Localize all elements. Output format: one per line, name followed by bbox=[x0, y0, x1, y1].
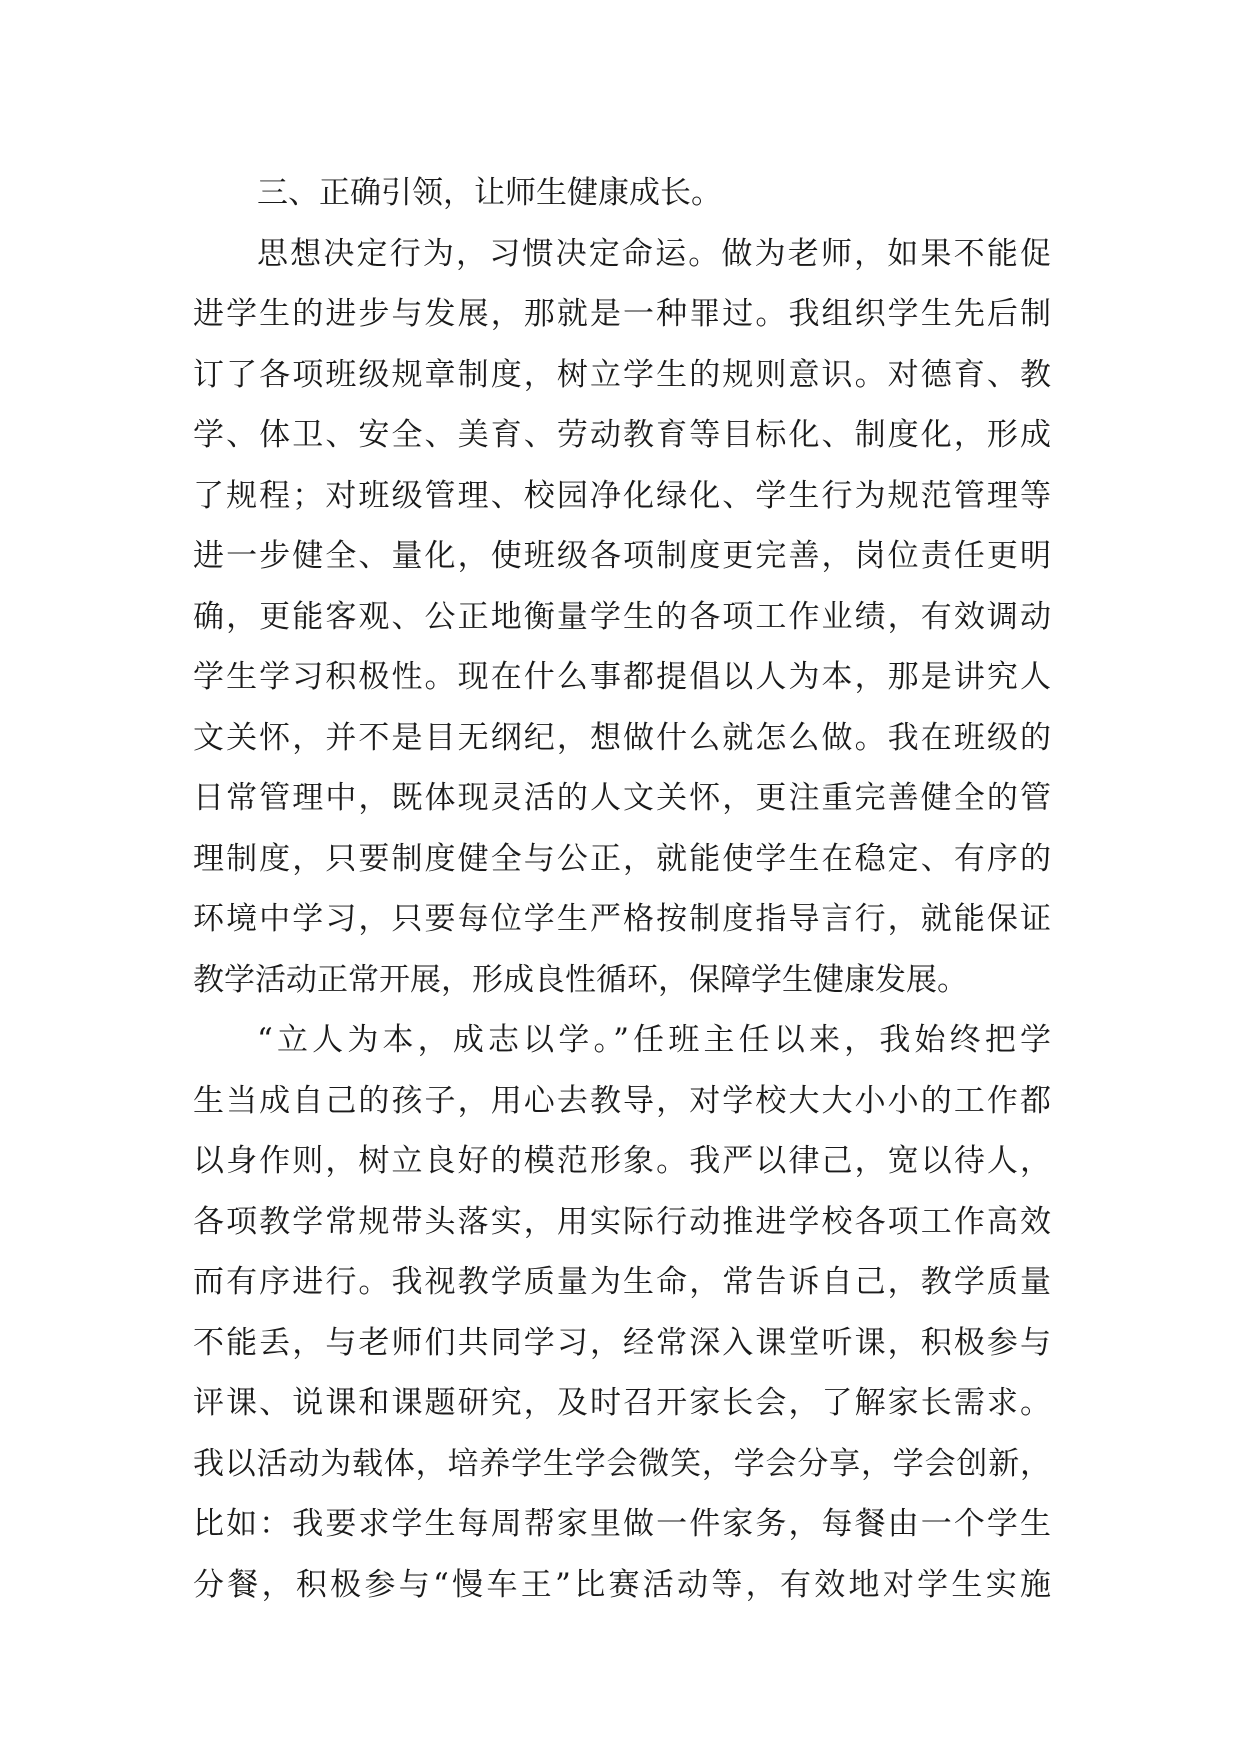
text-line: 日常管理中，既体现灵活的人文关怀，更注重完善健全的管 bbox=[193, 780, 1051, 816]
text-line: 进一步健全、量化，使班级各项制度更完善，岗位责任更明 bbox=[193, 538, 1051, 574]
text-line: “立人为本，成志以学。”任班主任以来，我始终把学 bbox=[257, 1022, 1051, 1058]
text-line: 而有序进行。我视教学质量为生命，常告诉自己，教学质量 bbox=[193, 1264, 1051, 1300]
text-line: 比如：我要求学生每周帮家里做一件家务，每餐由一个学生 bbox=[193, 1506, 1051, 1542]
text-line: 生当成自己的孩子，用心去教导，对学校大大小小的工作都 bbox=[193, 1082, 1051, 1119]
text-line: 我以活动为载体，培养学生学会微笑，学会分享，学会创新， bbox=[193, 1445, 1051, 1482]
text-line: 分餐，积极参与“慢车王”比赛活动等，有效地对学生实施 bbox=[193, 1566, 1051, 1603]
text-line: 环境中学习，只要每位学生严格按制度指导言行，就能保证 bbox=[193, 901, 1051, 937]
text-line: 学生学习积极性。现在什么事都提倡以人为本，那是讲究人 bbox=[193, 659, 1051, 695]
text-line: 不能丢，与老师们共同学习，经常深入课堂听课，积极参与 bbox=[193, 1324, 1051, 1361]
text-line: 思想决定行为，习惯决定命运。做为老师，如果不能促 bbox=[257, 235, 1051, 272]
text-line: 三、正确引领，让师生健康成长。 bbox=[257, 175, 722, 211]
text-line: 各项教学常规带头落实，用实际行动推进学校各项工作高效 bbox=[193, 1203, 1051, 1240]
text-line: 教学活动正常开展，形成良性循环，保障学生健康发展。 bbox=[193, 961, 968, 998]
text-line: 文关怀，并不是目无纲纪，想做什么就怎么做。我在班级的 bbox=[193, 719, 1051, 756]
text-line: 了规程；对班级管理、校园净化绿化、学生行为规范管理等 bbox=[193, 477, 1051, 514]
text-line: 理制度，只要制度健全与公正，就能使学生在稳定、有序的 bbox=[193, 840, 1051, 877]
document-body bbox=[193, 163, 1093, 1615]
text-line: 确，更能客观、公正地衡量学生的各项工作业绩，有效调动 bbox=[193, 598, 1051, 635]
text-line: 订了各项班级规章制度，树立学生的规则意识。对德育、教 bbox=[193, 356, 1051, 393]
text-line: 以身作则，树立良好的模范形象。我严以律己，宽以待人， bbox=[193, 1143, 1051, 1179]
text-line: 进学生的进步与发展，那就是一种罪过。我组织学生先后制 bbox=[193, 296, 1051, 332]
text-line: 评课、说课和课题研究，及时召开家长会，了解家长需求。 bbox=[193, 1385, 1051, 1421]
text-line: 学、体卫、安全、美育、劳动教育等目标化、制度化，形成 bbox=[193, 417, 1051, 453]
